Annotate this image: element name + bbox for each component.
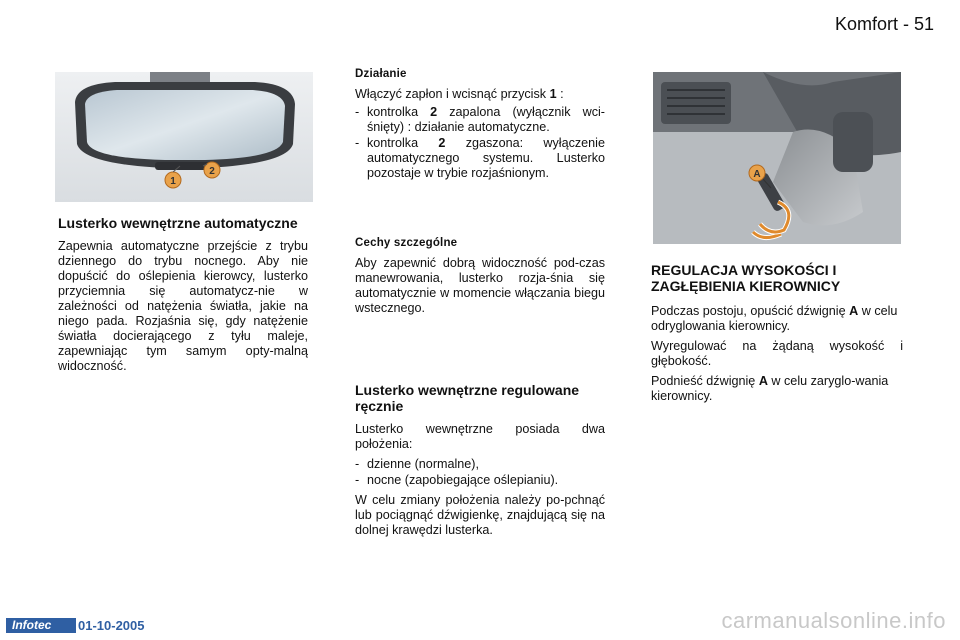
infotec-logo: Infotec [6, 618, 76, 633]
paragraph: Wyregulować na żądaną wysokość i głębokość. [651, 339, 903, 368]
text: kontrolka [367, 105, 431, 119]
paragraph: W celu zmiany położenia należy po-pchnąć lub pociągnąć dźwigienkę, znajdującą się na dolnej krawędzi lusterka. [355, 493, 605, 537]
column-middle-manual [355, 382, 605, 543]
list-item: - dzienne (normalne), [355, 457, 480, 471]
section-title-steering-adjustment: REGULACJA WYSOKOŚCI I ZAGŁĘBIENIA KIEROWNICY [651, 262, 841, 294]
text: zapalona (wyłącznik wci-śnięty) : działanie automatyczne. [367, 105, 605, 134]
lever-label: A [849, 304, 859, 318]
text: Włączyć zapłon i wcisnąć przycisk [355, 87, 550, 101]
column-middle [355, 67, 605, 186]
text: w celu zaryglo-wania kierownicy. [651, 374, 889, 403]
indicator-number: 2 [430, 105, 438, 119]
steering-column-figure [653, 72, 901, 244]
column-middle-special [355, 236, 605, 321]
column-right [651, 262, 903, 409]
list-item: - kontrolka 2 zgaszona: wyłączenie automatycznego systemu. Lusterko pozostaje w trybie rozjaśnionym. [355, 136, 605, 180]
subsection-title-special-features: Cechy szczególne [355, 237, 458, 249]
button-number: 1 [549, 87, 557, 101]
footer-date: 01-10-2005 [78, 618, 145, 633]
text: zgaszona: wyłączenie automatycznego systemu. Lusterko pozostaje w trybie rozjaśnionym. [367, 136, 605, 180]
watermark: carmanualsonline.info [721, 608, 946, 633]
mirror-label-1 [165, 172, 181, 188]
paragraph [651, 304, 903, 334]
list-item: - kontrolka 2 zapalona (wyłącznik wci-śnięty) : działanie automatyczne. [355, 105, 605, 134]
lever-label-a [749, 165, 765, 181]
svg-text:A: A [753, 169, 761, 180]
text: Podnieść dźwignię [651, 374, 759, 388]
rearview-mirror-figure [55, 72, 313, 202]
svg-text:1: 1 [170, 176, 176, 187]
text: Podczas postoju, opuścić dźwignię [651, 304, 850, 318]
text: kontrolka [367, 136, 439, 150]
paragraph: Zapewnia automatyczne przejście z trybu dziennego do trybu nocnego. Aby nie dopuścić do oślepienia kierowcy, lusterko przyciemnia się automatycz-nie w zależności od natężenia światła, jakie na niego pada. Rozjaśnia się, gdy natężenie światła docierającego z tyłu maleje, zapewniając tym samym opty-malną widoczność. [58, 239, 308, 373]
text: : [556, 87, 564, 101]
column-left [58, 215, 308, 379]
section-title-automatic-mirror: Lusterko wewnętrzne automatyczne [58, 215, 298, 231]
lever-label: A [758, 374, 768, 388]
page-header: Komfort - 51 [834, 14, 934, 34]
svg-text:2: 2 [209, 166, 215, 177]
text: dzienne (normalne), [367, 457, 480, 471]
paragraph [651, 374, 903, 404]
operation-list [355, 105, 605, 181]
text: nocne (zapobiegające oślepianiu). [367, 473, 559, 487]
subsection-title-operation: Działanie [355, 68, 407, 80]
list-item: - nocne (zapobiegające oślepianiu). [355, 473, 559, 487]
section-title-manual-mirror: Lusterko wewnętrzne regulowane ręcznie [355, 382, 580, 414]
paragraph: Lusterko wewnętrzne posiada dwa położenia: [355, 422, 605, 451]
indicator-number: 2 [438, 136, 446, 150]
paragraph: Aby zapewnić dobrą widoczność pod-czas manewrowania, lusterko rozja-śnia się automatycznie w momencie włączania biegu wstecznego. [355, 256, 605, 315]
text: w celu odryglowania kierownicy. [651, 304, 898, 333]
manual-list [355, 457, 605, 488]
paragraph [355, 87, 605, 102]
